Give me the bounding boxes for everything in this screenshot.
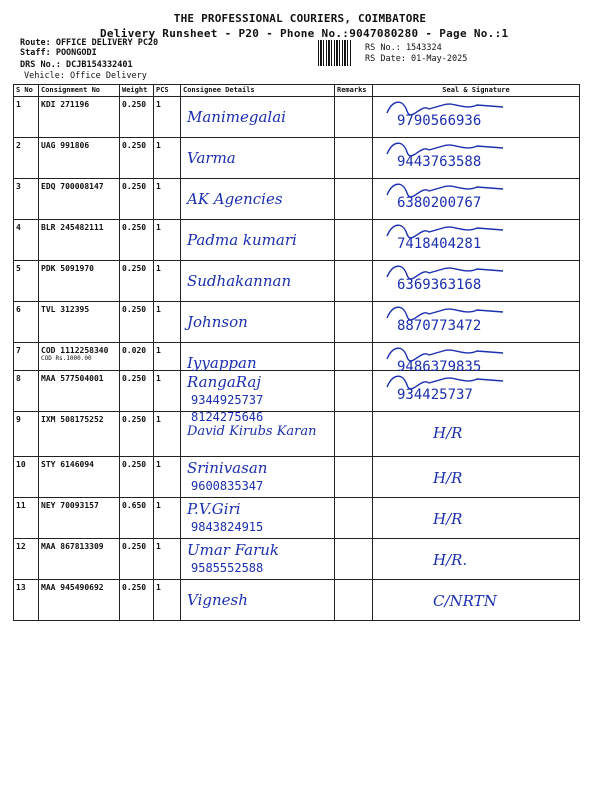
sno-cell: [14, 261, 39, 302]
table-row: [14, 539, 580, 580]
signature-text: 6380200767: [397, 195, 482, 211]
col-weight: Weight: [120, 85, 154, 97]
sno-cell-text: 8: [16, 374, 21, 383]
weight-cell: [120, 580, 154, 621]
sno-cell-text: 11: [16, 501, 26, 510]
consignment-cell: [39, 539, 120, 580]
weight-cell: [120, 371, 154, 412]
col-consignment: Consignment No: [39, 85, 120, 97]
col-remarks: Remarks: [335, 85, 373, 97]
pcs-cell: [154, 179, 181, 220]
weight-cell-text: 0.250: [122, 264, 147, 273]
consignment-cell-text: IXM 508175252: [41, 415, 104, 424]
consignee-name: AK Agencies: [187, 190, 283, 208]
signature-text: 934425737: [397, 387, 473, 403]
consignment-cell: [39, 302, 120, 343]
table-row: [14, 343, 580, 371]
consignee-cell: [181, 498, 335, 539]
sno-cell: [14, 138, 39, 179]
consignee-name: Iyyappan: [187, 354, 257, 372]
vehicle-label: Vehicle: Office Delivery: [24, 71, 147, 81]
table-row: [14, 302, 580, 343]
signature-cell: [373, 220, 580, 261]
signature-text: 9443763588: [397, 154, 482, 170]
table-row: [14, 580, 580, 621]
weight-cell-text: 0.250: [122, 415, 147, 424]
consignment-cell-text: PDK 5091970: [41, 264, 94, 273]
pcs-cell-text: 1: [156, 223, 161, 232]
consignment-cell-text: MAA 577504001: [41, 374, 104, 383]
table-row: [14, 220, 580, 261]
remarks-cell-text: [335, 261, 372, 264]
table-row: [14, 457, 580, 498]
sno-cell-text: 7: [16, 346, 21, 355]
sno-cell-text: 3: [16, 182, 21, 191]
sno-cell: [14, 412, 39, 457]
col-signature: Seal & Signature: [373, 85, 580, 97]
weight-cell: [120, 138, 154, 179]
consignment-cell: [39, 412, 120, 457]
rs-date: RS Date: 01-May-2025: [365, 54, 468, 64]
weight-cell-text: 0.250: [122, 182, 147, 191]
pcs-cell: [154, 580, 181, 621]
signature-cell: [373, 412, 580, 457]
remarks-cell-text: [335, 539, 372, 542]
pcs-cell: [154, 138, 181, 179]
consignee-name: Johnson: [187, 313, 248, 331]
remarks-cell: [335, 220, 373, 261]
signature-text: 6369363168: [397, 277, 482, 293]
consignment-cell-text: STY 6146094: [41, 460, 94, 469]
consignment-cell-text: MAA 945490692: [41, 583, 104, 592]
consignee-cell: [181, 412, 335, 457]
table-row: [14, 138, 580, 179]
signature-cell: [373, 179, 580, 220]
pcs-cell-text: 1: [156, 501, 161, 510]
signature-text: 8870773472: [397, 318, 482, 334]
remarks-cell: [335, 97, 373, 138]
sno-cell-text: 10: [16, 460, 26, 469]
consignment-cell-text: COD 1112258340: [41, 346, 109, 355]
pcs-cell-text: 1: [156, 305, 161, 314]
signature-cell: [373, 539, 580, 580]
pcs-cell-text: 1: [156, 346, 161, 355]
sno-cell: [14, 302, 39, 343]
runsheet-title: THE PROFESSIONAL COURIERS, COIMBATORE: [173, 12, 427, 25]
consignee-phone: 9600835347: [191, 479, 264, 493]
pcs-cell: [154, 97, 181, 138]
signature-text: H/R.: [433, 551, 468, 569]
remarks-cell-text: [335, 343, 372, 346]
sno-cell: [14, 580, 39, 621]
consignee-cell: [181, 302, 335, 343]
drs-number: DRS No.: DCJB154332401: [20, 60, 133, 70]
weight-cell-text: 0.650: [122, 501, 147, 510]
pcs-cell: [154, 302, 181, 343]
weight-cell: [120, 539, 154, 580]
sno-cell: [14, 343, 39, 371]
table-row: [14, 498, 580, 539]
rs-number: RS No.: 1543324: [365, 43, 442, 53]
consignment-cell-text: MAA 867813309: [41, 542, 104, 551]
table-row: [14, 97, 580, 138]
consignment-cell: [39, 138, 120, 179]
remarks-cell: [335, 302, 373, 343]
table-row: [14, 412, 580, 457]
pcs-cell-text: 1: [156, 264, 161, 273]
weight-cell-text: 0.250: [122, 100, 147, 109]
cod-amount: COD Rs.1000.00: [41, 355, 92, 362]
remarks-cell-text: [335, 138, 372, 141]
table-row: [14, 179, 580, 220]
remarks-cell: [335, 457, 373, 498]
consignment-cell-text: BLR 245482111: [41, 223, 104, 232]
table-row: [14, 371, 580, 412]
pcs-cell: [154, 220, 181, 261]
weight-cell-text: 0.250: [122, 305, 147, 314]
consignment-cell-text: KDI 271196: [41, 100, 90, 109]
signature-text: C/NRTN: [433, 592, 497, 610]
remarks-cell-text: [335, 412, 372, 415]
consignee-cell: [181, 580, 335, 621]
consignee-name: Umar Faruk: [187, 541, 279, 559]
pcs-cell-text: 1: [156, 141, 161, 150]
consignee-name: Varma: [187, 149, 236, 167]
pcs-cell: [154, 261, 181, 302]
consignee-cell: [181, 371, 335, 412]
weight-cell: [120, 220, 154, 261]
weight-cell: [120, 457, 154, 498]
signature-cell: [373, 580, 580, 621]
consignment-cell: [39, 97, 120, 138]
sno-cell: [14, 539, 39, 580]
signature-cell: [373, 97, 580, 138]
weight-cell-text: 0.250: [122, 374, 147, 383]
pcs-cell-text: 1: [156, 542, 161, 551]
weight-cell: [120, 302, 154, 343]
consignee-name: David Kirubs Karan: [187, 424, 317, 439]
sno-cell-text: 4: [16, 223, 21, 232]
remarks-cell: [335, 179, 373, 220]
sno-cell: [14, 457, 39, 498]
consignment-cell: [39, 179, 120, 220]
route-label: Route: OFFICE DELIVERY PC20: [20, 38, 159, 48]
col-consignee: Consignee Details: [181, 85, 335, 97]
consignee-name: Padma kumari: [187, 231, 297, 249]
remarks-cell-text: [335, 302, 372, 305]
weight-cell-text: 0.250: [122, 223, 147, 232]
consignment-cell-text: EDQ 700008147: [41, 182, 104, 191]
pcs-cell-text: 1: [156, 460, 161, 469]
staff-label: Staff: POONGODI: [20, 48, 97, 58]
consignment-cell: [39, 343, 120, 371]
consignee-name: Manimegalai: [187, 108, 286, 126]
pcs-cell-text: 1: [156, 100, 161, 109]
consignee-phone: 9843824915: [191, 520, 264, 534]
signature-text: 7418404281: [397, 236, 482, 252]
remarks-cell-text: [335, 179, 372, 182]
pcs-cell-text: 1: [156, 583, 161, 592]
weight-cell: [120, 412, 154, 457]
remarks-cell-text: [335, 220, 372, 223]
sno-cell-text: 9: [16, 415, 21, 424]
pcs-cell-text: 1: [156, 182, 161, 191]
consignee-cell: [181, 457, 335, 498]
consignee-cell: [181, 179, 335, 220]
consignee-cell: [181, 138, 335, 179]
sno-cell-text: 1: [16, 100, 21, 109]
barcode-image: [318, 40, 352, 66]
consignment-cell: [39, 580, 120, 621]
pcs-cell-text: 1: [156, 374, 161, 383]
runsheet-subtitle: Delivery Runsheet - P20 - Phone No.:9047080280 - Page No.:1: [100, 27, 509, 40]
remarks-cell: [335, 498, 373, 539]
remarks-cell-text: [335, 580, 372, 583]
sno-cell-text: 6: [16, 305, 21, 314]
consignee-cell: [181, 343, 335, 371]
signature-text: H/R: [433, 469, 463, 487]
signature-text: 9486379835: [397, 359, 482, 375]
consignee-name: Vignesh: [187, 591, 248, 609]
remarks-cell: [335, 343, 373, 371]
sno-cell-text: 13: [16, 583, 26, 592]
sno-cell-text: 2: [16, 141, 21, 150]
sno-cell: [14, 179, 39, 220]
weight-cell-text: 0.020: [122, 346, 147, 355]
sno-cell: [14, 371, 39, 412]
weight-cell: [120, 498, 154, 539]
pcs-cell-text: 1: [156, 415, 161, 424]
signature-text: H/R: [433, 510, 463, 528]
remarks-cell-text: [335, 371, 372, 374]
consignee-name: Srinivasan: [187, 459, 268, 477]
runsheet-table: [13, 84, 580, 621]
weight-cell: [120, 97, 154, 138]
remarks-cell: [335, 138, 373, 179]
weight-cell-text: 0.250: [122, 460, 147, 469]
signature-cell: [373, 457, 580, 498]
remarks-cell: [335, 412, 373, 457]
consignee-cell: [181, 220, 335, 261]
pcs-cell: [154, 412, 181, 457]
sno-cell-text: 12: [16, 542, 26, 551]
consignee-cell: [181, 97, 335, 138]
table-header-row: [14, 85, 580, 97]
sno-cell-text: 5: [16, 264, 21, 273]
signature-cell: [373, 138, 580, 179]
consignment-cell-text: UAG 991806: [41, 141, 90, 150]
pcs-cell: [154, 343, 181, 371]
col-pcs: PCS: [154, 85, 181, 97]
consignment-cell: [39, 457, 120, 498]
col-sno: S No: [14, 85, 39, 97]
sno-cell: [14, 498, 39, 539]
pcs-cell: [154, 539, 181, 580]
signature-cell: [373, 302, 580, 343]
consignment-cell-text: TVL 312395: [41, 305, 90, 314]
signature-cell: [373, 498, 580, 539]
weight-cell-text: 0.250: [122, 583, 147, 592]
sno-cell: [14, 97, 39, 138]
weight-cell: [120, 261, 154, 302]
consignee-phone: 8124275646: [191, 410, 264, 424]
sno-cell: [14, 220, 39, 261]
signature-cell: [373, 261, 580, 302]
weight-cell-text: 0.250: [122, 141, 147, 150]
remarks-cell: [335, 580, 373, 621]
pcs-cell: [154, 498, 181, 539]
consignment-cell-text: NEY 70093157: [41, 501, 99, 510]
pcs-cell: [154, 371, 181, 412]
remarks-cell-text: [335, 457, 372, 460]
remarks-cell: [335, 539, 373, 580]
signature-text: 9790566936: [397, 113, 482, 129]
consignee-name: RangaRaj: [187, 373, 262, 391]
consignee-cell: [181, 261, 335, 302]
remarks-cell: [335, 261, 373, 302]
consignee-name: Sudhakannan: [187, 272, 292, 290]
consignee-cell: [181, 539, 335, 580]
consignee-phone: 9585552588: [191, 561, 264, 575]
weight-cell-text: 0.250: [122, 542, 147, 551]
consignee-name: P.V.Giri: [187, 500, 241, 518]
consignee-phone: 9344925737: [191, 393, 264, 407]
weight-cell: [120, 343, 154, 371]
signature-text: H/R: [433, 424, 463, 442]
remarks-cell-text: [335, 97, 372, 100]
pcs-cell: [154, 457, 181, 498]
weight-cell: [120, 179, 154, 220]
consignment-cell: [39, 220, 120, 261]
remarks-cell: [335, 371, 373, 412]
remarks-cell-text: [335, 498, 372, 501]
consignment-cell: [39, 498, 120, 539]
table-row: [14, 261, 580, 302]
signature-cell: [373, 343, 580, 375]
signature-cell: [373, 371, 580, 412]
consignment-cell: [39, 261, 120, 302]
consignment-cell: [39, 371, 120, 412]
